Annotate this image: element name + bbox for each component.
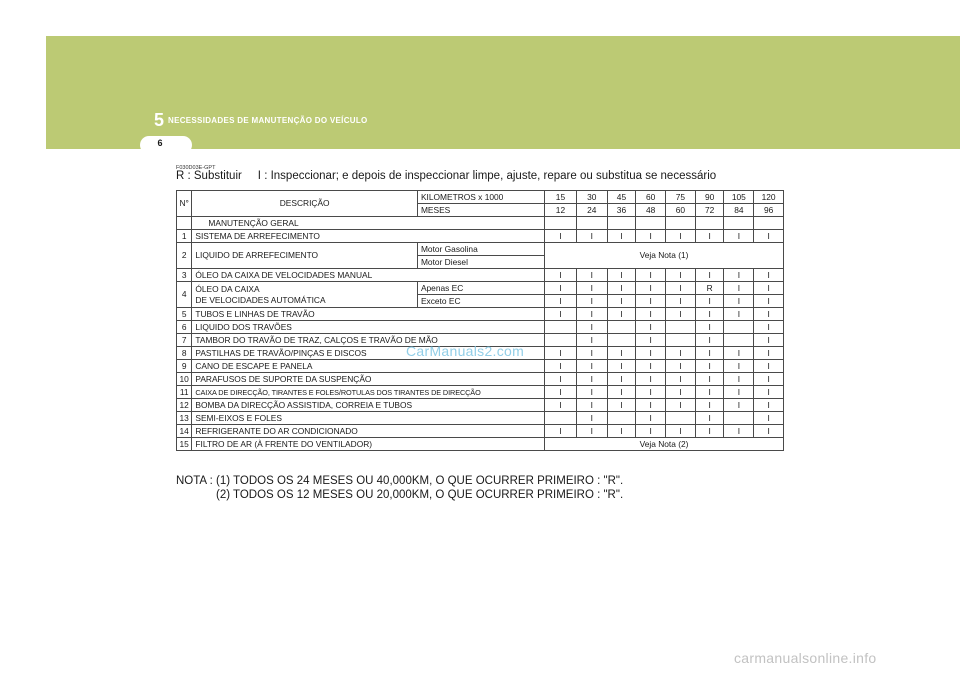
interval-cell [545,412,577,425]
row-number: 8 [177,347,192,360]
interval-cell: I [545,347,577,360]
interval-cell: I [695,412,724,425]
interval-cell: I [607,347,636,360]
row-description: TUBOS E LINHAS DE TRAVÃO [192,308,545,321]
month-value: 12 [545,204,577,217]
interval-cell: I [545,425,577,438]
interval-cell [724,412,754,425]
table-row [177,269,784,282]
interval-cell: I [754,230,784,243]
interval-cell [724,321,754,334]
interval-cell: I [545,269,577,282]
table-row [177,373,784,386]
interval-cell: I [666,295,696,308]
interval-cell: I [636,334,666,347]
interval-cell [607,412,636,425]
row-description [192,282,418,308]
row-number: 12 [177,399,192,412]
interval-cell [607,321,636,334]
interval-cell: I [724,269,754,282]
interval-cell: I [607,399,636,412]
month-value: 24 [576,204,607,217]
table-row [177,386,784,399]
row-subtype: Motor Diesel [417,256,544,269]
table-row [177,399,784,412]
interval-cell: I [607,230,636,243]
interval-cell: I [636,360,666,373]
interval-cell: I [754,412,784,425]
section-row [177,217,784,230]
interval-cell: I [724,230,754,243]
interval-cell: I [607,386,636,399]
row-number: 6 [177,321,192,334]
interval-cell: I [607,360,636,373]
table-row [177,243,784,256]
interval-cell [545,321,577,334]
interval-cell: I [754,321,784,334]
interval-cell: I [607,308,636,321]
km-value: 105 [724,191,754,204]
interval-cell: I [636,386,666,399]
km-value: 45 [607,191,636,204]
table-row [177,230,784,243]
interval-cell: I [576,282,607,295]
section-blank-cell [607,217,636,230]
interval-cell: I [666,425,696,438]
row-number: 9 [177,360,192,373]
interval-cell: I [576,230,607,243]
interval-cell: I [695,386,724,399]
interval-cell: I [636,425,666,438]
interval-cell: I [545,360,577,373]
row-number: 14 [177,425,192,438]
interval-cell: I [576,321,607,334]
interval-cell: I [754,347,784,360]
interval-cell: I [724,425,754,438]
interval-cell: R [695,282,724,295]
interval-cell: I [576,360,607,373]
row-description: SISTEMA DE ARREFECIMENTO [192,230,545,243]
interval-cell [666,334,696,347]
row-description: CAIXA DE DIRECÇÃO, TIRANTES E FOLES/ROTULAS DOS TIRANTES DE DIRECÇÃO [192,386,545,399]
section-blank-cell [695,217,724,230]
interval-cell: I [754,269,784,282]
interval-cell: I [695,295,724,308]
row-description-line: DE VELOCIDADES AUTOMÁTICA [195,294,326,305]
interval-cell [607,334,636,347]
interval-cell: I [754,360,784,373]
watermark-bottom: carmanualsonline.info [734,650,877,666]
section-blank-cell [666,217,696,230]
interval-cell: I [695,269,724,282]
interval-cell: I [576,347,607,360]
interval-cell: I [576,308,607,321]
interval-cell: I [754,308,784,321]
interval-cell: I [636,399,666,412]
row-note: Veja Nota (1) [545,243,784,269]
interval-cell: I [636,373,666,386]
interval-cell: I [607,373,636,386]
month-value: 60 [666,204,696,217]
interval-cell: I [754,282,784,295]
section-blank-cell [724,217,754,230]
km-label: KILOMETROS x 1000 [417,191,544,204]
interval-cell: I [576,386,607,399]
watermark-middle: CarManuals2.com [406,343,525,359]
km-value: 60 [636,191,666,204]
interval-cell: I [607,282,636,295]
interval-cell: I [636,321,666,334]
interval-cell [666,321,696,334]
interval-cell: I [607,295,636,308]
km-value: 30 [576,191,607,204]
row-description: PARAFUSOS DE SUPORTE DA SUSPENÇÃO [192,373,545,386]
month-value: 84 [724,204,754,217]
row-subtype: Motor Gasolina [417,243,544,256]
interval-cell: I [666,360,696,373]
interval-cell: I [695,230,724,243]
row-description: REFRIGERANTE DO AR CONDICIONADO [192,425,545,438]
section-no-cell [177,217,192,230]
page-number: 6 [157,138,163,148]
row-number: 1 [177,230,192,243]
interval-cell: I [545,230,577,243]
month-value: 36 [607,204,636,217]
row-description: LIQUIDO DE ARREFECIMENTO [192,243,418,269]
interval-cell: I [666,347,696,360]
interval-cell: I [695,308,724,321]
note-2: (2) TODOS OS 12 MESES OU 20,000KM, O QUE OCURRER PRIMEIRO : "R". [216,489,624,501]
interval-cell: I [754,295,784,308]
interval-cell: I [724,373,754,386]
row-number: 7 [177,334,192,347]
table-row [177,438,784,451]
row-description: TAMBOR DO TRAVÃO DE TRAZ, CALÇOS E TRAVÃO DE MÃO [192,334,545,347]
interval-cell: I [754,425,784,438]
table-row [177,360,784,373]
interval-cell: I [545,373,577,386]
interval-cell: I [724,347,754,360]
row-description: FILTRO DE AR (À FRENTE DO VENTILADOR) [192,438,545,451]
interval-cell: I [695,321,724,334]
interval-cell: I [576,269,607,282]
document-code: F030D03E-GPT [176,165,216,171]
header-band [46,36,960,149]
notes-block [176,474,623,502]
interval-cell: I [636,295,666,308]
row-number: 3 [177,269,192,282]
interval-cell: I [695,425,724,438]
interval-cell: I [636,308,666,321]
interval-cell: I [724,308,754,321]
km-value: 15 [545,191,577,204]
table-row [177,425,784,438]
section-title: MANUTENÇÃO GERAL [192,217,545,230]
interval-cell: I [754,373,784,386]
row-number: 5 [177,308,192,321]
interval-cell: I [754,386,784,399]
row-subtype: Exceto EC [417,295,544,308]
row-description-line: ÓLEO DA CAIXA [195,283,260,294]
interval-cell: I [636,412,666,425]
interval-cell: I [666,399,696,412]
section-blank-cell [576,217,607,230]
interval-cell: I [545,386,577,399]
row-number: 4 [177,282,192,308]
month-value: 72 [695,204,724,217]
interval-cell: I [695,399,724,412]
interval-cell: I [666,308,696,321]
row-number: 10 [177,373,192,386]
chapter-number: 5 [154,110,165,130]
col-desc-header: DESCRIÇÃO [192,191,418,217]
row-number: 13 [177,412,192,425]
interval-cell: I [754,334,784,347]
interval-cell: I [576,373,607,386]
table-row [177,321,784,334]
section-blank-cell [545,217,577,230]
interval-cell: I [724,282,754,295]
schedule-body [177,191,784,451]
interval-cell: I [695,373,724,386]
interval-cell: I [695,347,724,360]
interval-cell: I [636,269,666,282]
interval-cell: I [576,399,607,412]
row-description: SEMI-EIXOS E FOLES [192,412,545,425]
interval-cell: I [636,282,666,295]
section-blank-cell [636,217,666,230]
interval-cell: I [607,269,636,282]
section-blank-cell [754,217,784,230]
maintenance-schedule-table [176,190,784,451]
row-number: 11 [177,386,192,399]
row-number: 15 [177,438,192,451]
interval-cell: I [607,425,636,438]
table-row [177,412,784,425]
interval-cell: I [636,347,666,360]
interval-cell [666,412,696,425]
row-number: 2 [177,243,192,269]
row-description: LIQUIDO DOS TRAVÕES [192,321,545,334]
row-subtype: Apenas EC [417,282,544,295]
interval-cell: I [545,399,577,412]
interval-cell: I [666,373,696,386]
km-value: 90 [695,191,724,204]
interval-cell: I [576,425,607,438]
month-value: 48 [636,204,666,217]
row-description: CANO DE ESCAPE E PANELA [192,360,545,373]
interval-cell: I [545,282,577,295]
interval-cell [724,334,754,347]
interval-cell [545,334,577,347]
interval-cell: I [666,230,696,243]
interval-cell: I [724,399,754,412]
interval-cell: I [545,308,577,321]
month-value: 96 [754,204,784,217]
interval-cell: I [576,295,607,308]
row-description: BOMBA DA DIRECÇÃO ASSISTIDA, CORREIA E TUBOS [192,399,545,412]
note-1: NOTA : (1) TODOS OS 24 MESES OU 40,000KM, O QUE OCURRER PRIMEIRO : "R". [176,475,624,487]
interval-cell: I [576,412,607,425]
km-value: 75 [666,191,696,204]
table-row [177,282,784,295]
legend-line: R : Substituir I : Inspeccionar; e depois de inspeccionar limpe, ajuste, repare ou substitua se necessário [176,170,717,182]
interval-cell: I [666,282,696,295]
row-description: PASTILHAS DE TRAVÃO/PINÇAS E DISCOS [192,347,545,360]
interval-cell: I [724,360,754,373]
interval-cell: I [576,334,607,347]
interval-cell: I [724,386,754,399]
interval-cell: I [695,334,724,347]
row-description: ÓLEO DA CAIXA DE VELOCIDADES MANUAL [192,269,545,282]
table-row [177,308,784,321]
interval-cell: I [545,295,577,308]
interval-cell: I [636,230,666,243]
interval-cell: I [754,399,784,412]
km-value: 120 [754,191,784,204]
interval-cell: I [666,269,696,282]
interval-cell: I [724,295,754,308]
interval-cell: I [666,386,696,399]
chapter-title: NECESSIDADES DE MANUTENÇÃO DO VEÍCULO [168,116,368,125]
row-note: Veja Nota (2) [545,438,784,451]
header-row-km [177,191,784,204]
col-no-header: N° [177,191,192,217]
months-label: MESES [417,204,544,217]
interval-cell: I [695,360,724,373]
